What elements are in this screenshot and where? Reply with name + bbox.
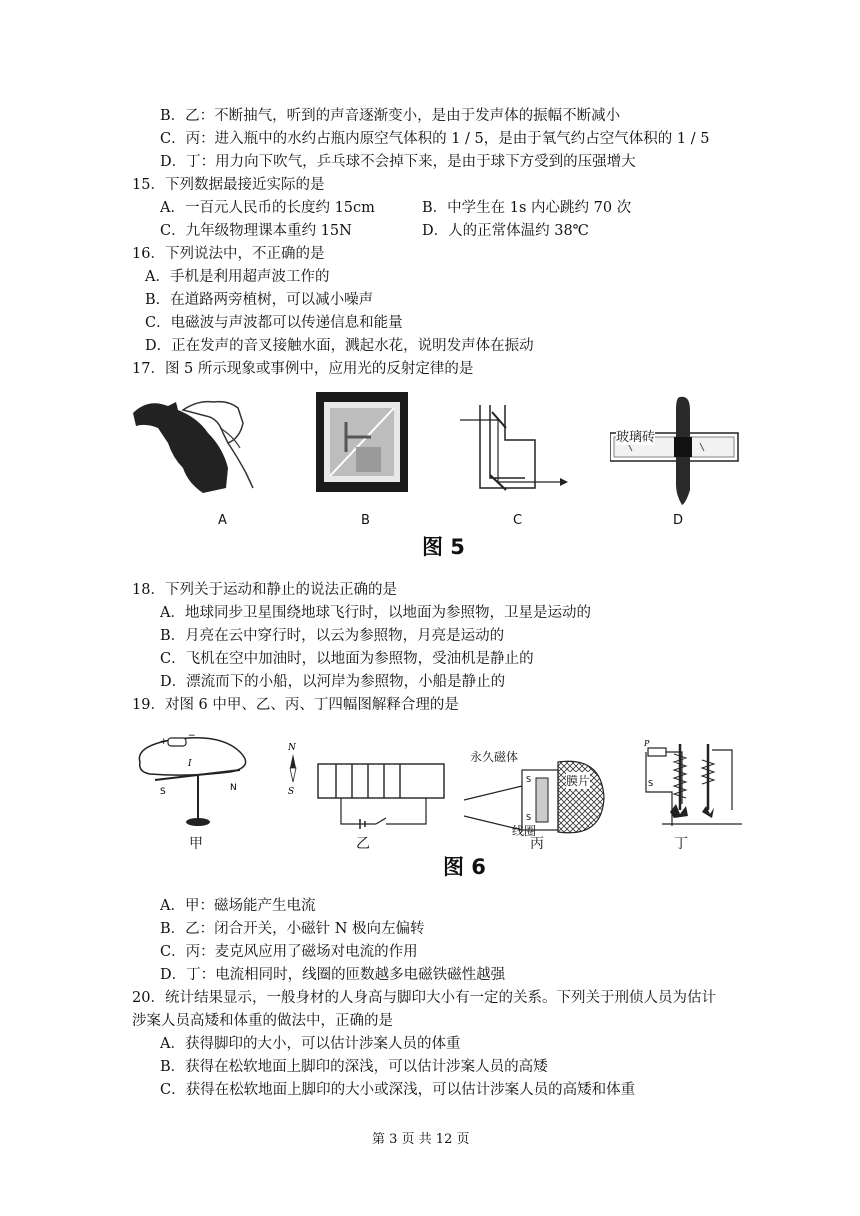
fig6-magnet-label: 永久磁体	[470, 750, 519, 764]
q18-stem: 18．下列关于运动和静止的说法正确的是	[132, 582, 397, 598]
q14-option-b: B．乙：不断抽气，听到的声音逐渐变小，是由于发声体的振幅不断减小	[160, 108, 621, 124]
fig5-image-b-mirror	[316, 392, 408, 492]
fig6-label-jia: 甲	[189, 836, 203, 852]
svg-text:P: P	[644, 740, 650, 748]
fig6-image-jia-oersted	[130, 732, 260, 832]
q20-option-a: A．获得脚印的大小，可以估计涉案人员的体重	[160, 1036, 461, 1052]
svg-text:N: N	[288, 743, 296, 753]
q19-option-d: D．丁：电流相同时，线圈的匝数越多电磁铁磁性越强	[160, 967, 506, 983]
q19-option-b: B．乙：闭合开关，小磁针 N 极向左偏转	[160, 921, 425, 937]
q16-option-c: C．电磁波与声波都可以传递信息和能量	[145, 315, 403, 331]
fig6-film-label: 膜片	[566, 774, 591, 788]
svg-text:N: N	[230, 783, 237, 793]
svg-text:−: −	[188, 732, 196, 741]
svg-text:S: S	[526, 775, 532, 784]
fig5-image-d-glass-block	[610, 395, 740, 505]
fig6-image-ding-electromagnet	[642, 740, 752, 826]
svg-text:I: I	[188, 759, 192, 769]
fig5-image-c-periscope	[460, 400, 570, 495]
q18-option-c: C．飞机在空中加油时，以地面为参照物，受油机是静止的	[160, 651, 534, 667]
fig6-label-bing: 丙	[530, 836, 544, 852]
q18-option-a: A．地球同步卫星围绕地球飞行时，以地面为参照物，卫星是运动的	[160, 605, 591, 621]
q19-stem: 19．对图 6 中甲、乙、丙、丁四幅图解释合理的是	[132, 697, 459, 713]
svg-text:+: +	[160, 737, 168, 747]
fig5-label-d: D	[673, 513, 684, 528]
fig6-coil-label: 线圈	[512, 824, 537, 838]
fig5-title: 图 5	[422, 535, 465, 559]
q15-option-a: A．一百元人民币的长度约 15cm	[160, 200, 375, 216]
q15-stem: 15．下列数据最接近实际的是	[132, 177, 325, 193]
q14-option-c: C．丙：进入瓶中的水约占瓶内原空气体积的 1 / 5，是由于氧气约占空气体积的 1 / 5	[160, 131, 710, 147]
q16-option-a: A．手机是利用超声波工作的	[145, 269, 330, 285]
q17-stem: 17．图 5 所示现象或事例中，应用光的反射定律的是	[132, 361, 474, 377]
fig5-label-a: A	[218, 513, 227, 528]
fig5-label-b: B	[361, 513, 370, 528]
q15-option-c: C．九年级物理课本重约 15N	[160, 223, 352, 239]
q20-stem-line2: 涉案人员高矮和体重的做法中，正确的是	[132, 1013, 393, 1029]
q18-option-d: D．漂流而下的小船，以河岸为参照物，小船是静止的	[160, 674, 506, 690]
q16-option-d: D．正在发声的音叉接触水面，溅起水花，说明发声体在振动	[145, 338, 534, 354]
q18-option-b: B．月亮在云中穿行时，以云为参照物，月亮是运动的	[160, 628, 505, 644]
fig6-label-yi: 乙	[356, 836, 370, 852]
q14-option-d: D．丁：用力向下吹气，乒乓球不会掉下来，是由于球下方受到的压强增大	[160, 154, 636, 170]
fig6-title: 图 6	[443, 855, 486, 879]
q20-option-c: C．获得在松软地面上脚印的大小或深浅，可以估计涉案人员的高矮和体重	[160, 1082, 636, 1098]
q16-stem: 16．下列说法中，不正确的是	[132, 246, 325, 262]
q19-option-c: C．丙：麦克风应用了磁场对电流的作用	[160, 944, 418, 960]
svg-text:S: S	[160, 787, 166, 797]
q20-option-b: B．获得在松软地面上脚印的深浅，可以估计涉案人员的高矮	[160, 1059, 548, 1075]
q19-option-a: A．甲：磁场能产生电流	[160, 898, 316, 914]
svg-text:S: S	[648, 779, 654, 788]
fig6-label-ding: 丁	[674, 836, 688, 852]
fig6-image-yi-solenoid	[286, 740, 446, 830]
fig5-glass-block-label: 玻璃砖	[616, 426, 655, 445]
q20-stem-line1: 20．统计结果显示，一般身材的人身高与脚印大小有一定的关系。下列关于刑侦人员为估计	[132, 990, 716, 1006]
svg-text:S: S	[526, 813, 532, 822]
q15-option-b: B．中学生在 1s 内心跳约 70 次	[422, 200, 632, 216]
fig5-image-a-hand-shadow	[128, 388, 258, 498]
fig5-label-c: C	[513, 513, 523, 528]
q16-option-b: B．在道路两旁植树，可以减小噪声	[145, 292, 374, 308]
svg-text:S: S	[288, 787, 295, 797]
page-footer: 第 3 页 共 12 页	[372, 1132, 470, 1147]
q15-option-d: D．人的正常体温约 38℃	[422, 223, 589, 239]
